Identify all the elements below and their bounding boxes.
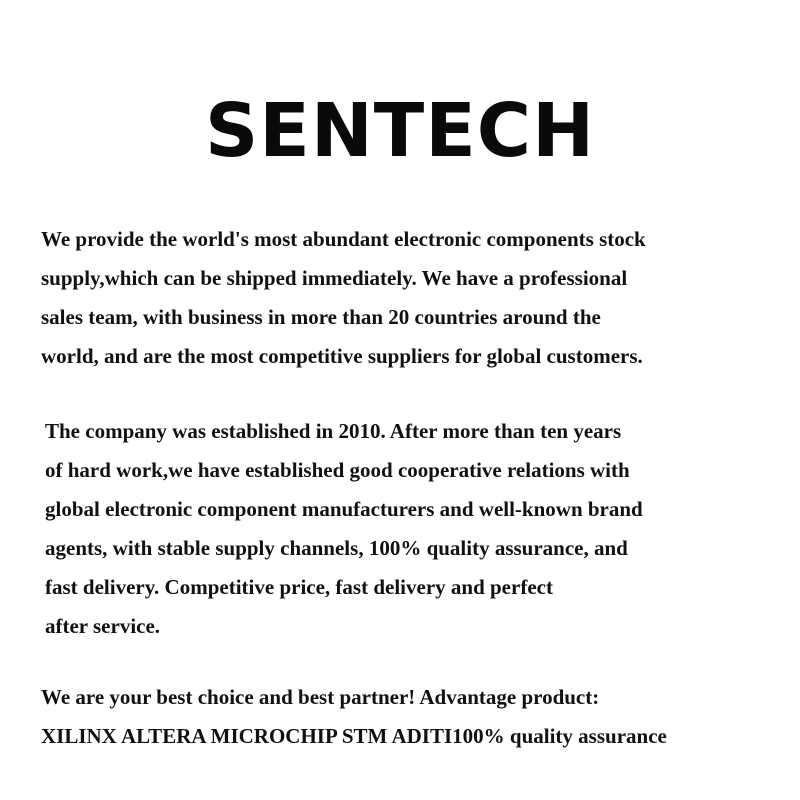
brand-title: SENTECH (204, 88, 596, 174)
intro-line: We provide the world's most abundant electronic components stock (41, 227, 646, 251)
closing-line: We are your best choice and best partner! Advantage product: (41, 685, 600, 709)
company-line: The company was established in 2010. After more than ten years (45, 419, 622, 443)
company-line: fast delivery. Competitive price, fast delivery and perfect (45, 575, 553, 599)
company-line: agents, with stable supply channels, 100% quality assurance, and (45, 536, 628, 560)
intro-line: world, and are the most competitive suppliers for global customers. (41, 344, 643, 368)
intro-line: supply,which can be shipped immediately. We have a professional (41, 266, 628, 290)
closing-line: XILINX ALTERA MICROCHIP STM ADITI100% quality assurance (41, 724, 667, 748)
intro-line: sales team, with business in more than 20 countries around the (41, 305, 601, 329)
company-line: global electronic component manufacturers and well-known brand (45, 497, 643, 521)
company-line: after service. (45, 614, 161, 638)
company-line: of hard work,we have established good cooperative relations with (45, 458, 630, 482)
